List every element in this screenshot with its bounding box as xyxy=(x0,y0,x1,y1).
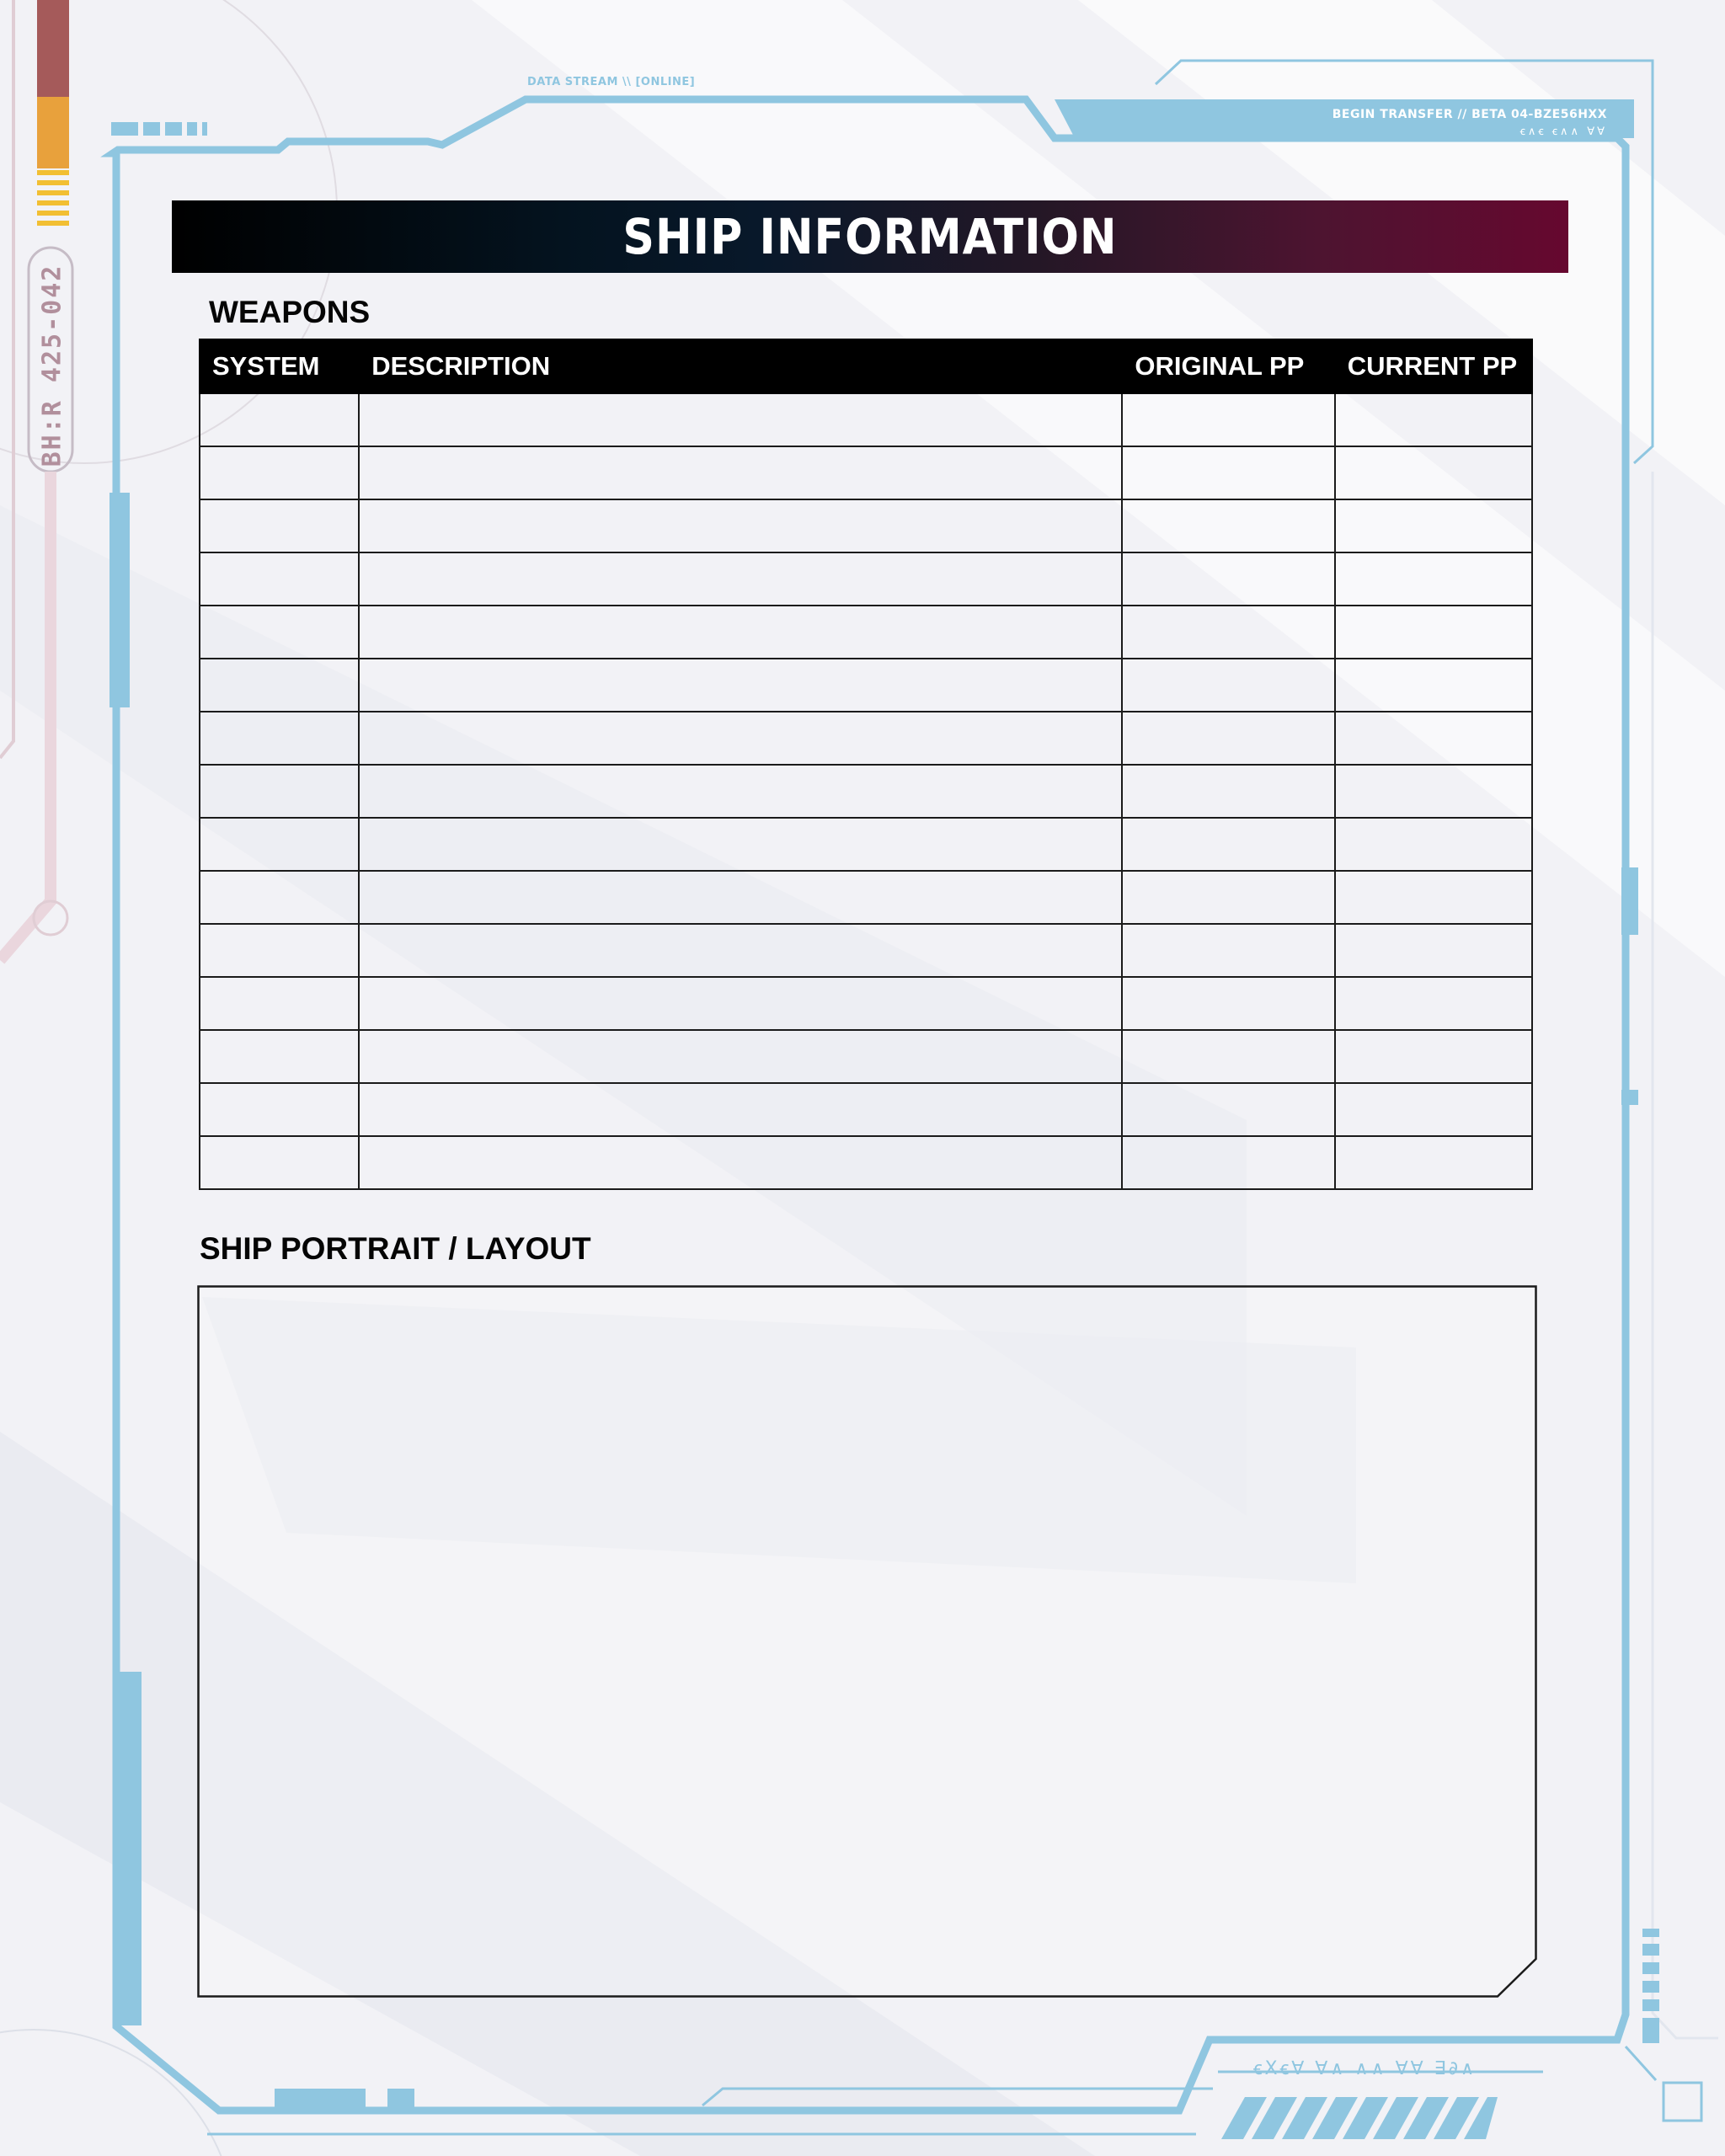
top-left-squares xyxy=(111,122,207,136)
weapons-cell-description[interactable] xyxy=(359,393,1122,446)
weapons-cell-description[interactable] xyxy=(359,1136,1122,1189)
weapons-cell-description[interactable] xyxy=(359,924,1122,977)
weapons-cell-description[interactable] xyxy=(359,818,1122,871)
data-stream-label: DATA STREAM \\ [ONLINE] xyxy=(527,76,696,88)
weapons-cell-original-pp[interactable] xyxy=(1122,393,1334,446)
weapons-cell-description[interactable] xyxy=(359,712,1122,765)
column-header-description: DESCRIPTION xyxy=(359,339,1122,393)
weapons-table xyxy=(199,339,1533,1190)
weapons-row xyxy=(200,499,1532,552)
weapons-cell-original-pp[interactable] xyxy=(1122,818,1334,871)
weapons-cell-current-pp[interactable] xyxy=(1335,446,1532,499)
weapons-cell-description[interactable] xyxy=(359,1083,1122,1136)
column-header-current-pp: CURRENT PP xyxy=(1335,339,1532,393)
weapons-cell-description[interactable] xyxy=(359,977,1122,1030)
begin-transfer-label: BEGIN TRANSFER // BETA 04-BZE56HXX xyxy=(1332,108,1607,121)
weapons-cell-original-pp[interactable] xyxy=(1122,606,1334,659)
weapons-row xyxy=(200,765,1532,818)
weapons-cell-original-pp[interactable] xyxy=(1122,712,1334,765)
page-title: SHIP INFORMATION xyxy=(622,208,1118,265)
weapons-cell-description[interactable] xyxy=(359,552,1122,606)
weapons-cell-current-pp[interactable] xyxy=(1335,393,1532,446)
weapons-cell-original-pp[interactable] xyxy=(1122,924,1334,977)
weapons-cell-current-pp[interactable] xyxy=(1335,552,1532,606)
weapons-cell-system[interactable] xyxy=(200,977,359,1030)
weapons-cell-system[interactable] xyxy=(200,606,359,659)
weapons-row xyxy=(200,606,1532,659)
weapons-cell-current-pp[interactable] xyxy=(1335,712,1532,765)
weapons-cell-current-pp[interactable] xyxy=(1335,818,1532,871)
weapons-cell-original-pp[interactable] xyxy=(1122,499,1334,552)
left-accent-bar xyxy=(37,0,69,97)
weapons-cell-current-pp[interactable] xyxy=(1335,1136,1532,1189)
weapons-cell-system[interactable] xyxy=(200,765,359,818)
weapons-cell-original-pp[interactable] xyxy=(1122,1083,1334,1136)
weapons-cell-system[interactable] xyxy=(200,924,359,977)
weapons-cell-description[interactable] xyxy=(359,765,1122,818)
weapons-cell-current-pp[interactable] xyxy=(1335,1083,1532,1136)
weapons-cell-original-pp[interactable] xyxy=(1122,977,1334,1030)
weapons-row xyxy=(200,712,1532,765)
column-header-system: SYSTEM xyxy=(200,339,359,393)
ship-portrait-box[interactable] xyxy=(197,1285,1537,1998)
weapons-cell-current-pp[interactable] xyxy=(1335,499,1532,552)
weapons-cell-system[interactable] xyxy=(200,446,359,499)
weapons-cell-description[interactable] xyxy=(359,871,1122,924)
weapons-cell-current-pp[interactable] xyxy=(1335,977,1532,1030)
weapons-row xyxy=(200,446,1532,499)
weapons-row xyxy=(200,1030,1532,1083)
weapons-heading: WEAPONS xyxy=(209,295,371,329)
weapons-row xyxy=(200,977,1532,1030)
weapons-row xyxy=(200,552,1532,606)
weapons-cell-current-pp[interactable] xyxy=(1335,924,1532,977)
weapons-cell-system[interactable] xyxy=(200,1136,359,1189)
weapons-cell-original-pp[interactable] xyxy=(1122,552,1334,606)
weapons-row xyxy=(200,818,1532,871)
column-header-original-pp: ORIGINAL PP xyxy=(1122,339,1334,393)
weapons-cell-current-pp[interactable] xyxy=(1335,765,1532,818)
weapons-row xyxy=(200,1136,1532,1189)
weapons-cell-description[interactable] xyxy=(359,499,1122,552)
weapons-row xyxy=(200,659,1532,712)
weapons-body xyxy=(200,393,1532,1189)
weapons-cell-current-pp[interactable] xyxy=(1335,606,1532,659)
weapons-cell-original-pp[interactable] xyxy=(1122,871,1334,924)
weapons-cell-current-pp[interactable] xyxy=(1335,659,1532,712)
transfer-glyphs: ꞓ∧ꞓ ꞓ∧∧ ∀∀ xyxy=(1519,125,1607,138)
weapons-cell-system[interactable] xyxy=(200,1030,359,1083)
footer-glyphs: ꞓXꞓ∀ ∀∧ ∧∧ ∀∀ ∃∂∧ xyxy=(1253,2058,1477,2079)
weapons-cell-original-pp[interactable] xyxy=(1122,1136,1334,1189)
weapons-cell-current-pp[interactable] xyxy=(1335,1030,1532,1083)
weapons-cell-original-pp[interactable] xyxy=(1122,659,1334,712)
weapons-cell-original-pp[interactable] xyxy=(1122,1030,1334,1083)
weapons-cell-system[interactable] xyxy=(200,818,359,871)
weapons-cell-description[interactable] xyxy=(359,659,1122,712)
title-banner xyxy=(172,200,1568,273)
weapons-cell-system[interactable] xyxy=(200,393,359,446)
weapons-row xyxy=(200,924,1532,977)
weapons-cell-system[interactable] xyxy=(200,552,359,606)
weapons-cell-original-pp[interactable] xyxy=(1122,446,1334,499)
weapons-cell-system[interactable] xyxy=(200,499,359,552)
weapons-row xyxy=(200,1083,1532,1136)
side-code-label: BH:R 425-042 xyxy=(37,264,67,467)
weapons-cell-system[interactable] xyxy=(200,1083,359,1136)
weapons-row xyxy=(200,393,1532,446)
weapons-header-row xyxy=(200,339,1532,393)
weapons-cell-current-pp[interactable] xyxy=(1335,871,1532,924)
weapons-cell-system[interactable] xyxy=(200,659,359,712)
weapons-cell-system[interactable] xyxy=(200,712,359,765)
weapons-cell-description[interactable] xyxy=(359,606,1122,659)
portrait-heading: SHIP PORTRAIT / LAYOUT xyxy=(200,1231,591,1266)
weapons-cell-system[interactable] xyxy=(200,871,359,924)
weapons-cell-description[interactable] xyxy=(359,1030,1122,1083)
weapons-cell-description[interactable] xyxy=(359,446,1122,499)
bottom-right-tick-stack xyxy=(1642,1929,1659,2043)
weapons-cell-original-pp[interactable] xyxy=(1122,765,1334,818)
weapons-row xyxy=(200,871,1532,924)
